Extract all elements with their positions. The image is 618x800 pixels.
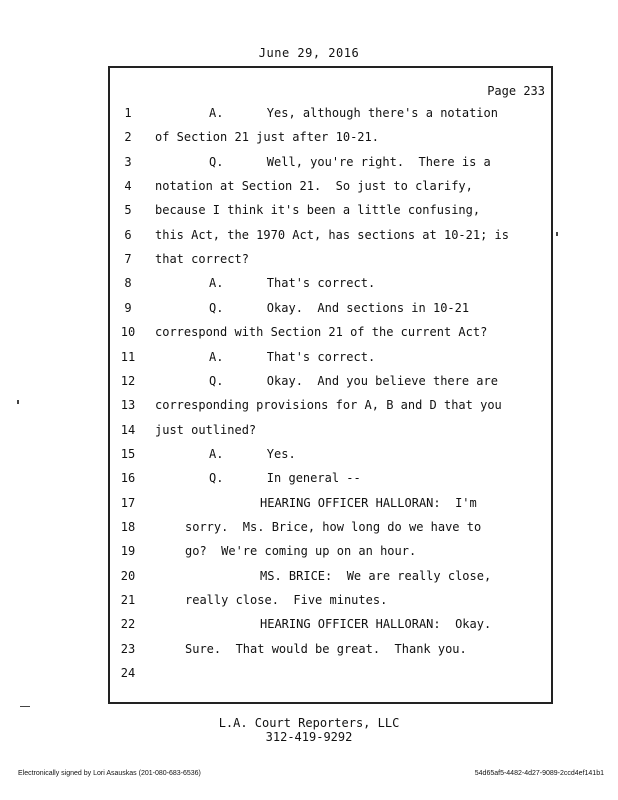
- line-text: A. That's correct.: [209, 349, 376, 364]
- transcript-line: [110, 276, 550, 300]
- transcript-date: June 29, 2016: [258, 46, 360, 60]
- line-number: 10: [120, 325, 136, 340]
- court-reporter-phone: 312-419-9292: [265, 730, 353, 744]
- line-number: 6: [124, 227, 132, 242]
- transcript-line: [110, 496, 550, 520]
- line-number: 20: [120, 568, 136, 583]
- line-text: Q. Okay. And you believe there are: [209, 373, 498, 388]
- line-text: that correct?: [155, 252, 249, 267]
- transcript-line: [110, 471, 550, 495]
- line-text: corresponding provisions for A, B and D that you: [155, 398, 502, 413]
- line-text: A. That's correct.: [209, 276, 376, 291]
- transcript-line: [110, 666, 550, 690]
- line-text: Q. Okay. And sections in 10-21: [209, 300, 470, 315]
- line-number: 19: [120, 544, 136, 559]
- transcript-line: [110, 155, 550, 179]
- line-number: 11: [120, 349, 136, 364]
- line-text: this Act, the 1970 Act, has sections at 10-21; is: [155, 227, 510, 242]
- line-number: 17: [120, 495, 136, 510]
- transcript-line: [110, 447, 550, 471]
- transcript-line: [110, 642, 550, 666]
- transcript-page-frame: [108, 66, 553, 704]
- transcript-line: [110, 106, 550, 130]
- transcript-line: [110, 569, 550, 593]
- line-text: of Section 21 just after 10-21.: [155, 130, 379, 145]
- line-text: just outlined?: [155, 422, 257, 437]
- line-number: 23: [120, 641, 136, 656]
- line-number: 18: [120, 519, 136, 534]
- line-number: 7: [124, 252, 132, 267]
- line-number: 16: [120, 471, 136, 486]
- transcript-line: [110, 617, 550, 641]
- line-number: 5: [124, 203, 132, 218]
- line-text: A. Yes.: [209, 446, 296, 461]
- line-number: 4: [124, 179, 132, 194]
- document-hash-id: 54d65af5-4482-4d27-9089-2ccd4ef141b1: [474, 770, 604, 777]
- transcript-line: [110, 544, 550, 568]
- line-text: HEARING OFFICER HALLORAN: Okay.: [260, 617, 492, 632]
- scan-speck-right: [556, 232, 558, 236]
- line-number: 1: [124, 106, 132, 120]
- transcript-line: [110, 301, 550, 325]
- transcript-line: [110, 520, 550, 544]
- line-text: go? We're coming up on an hour.: [185, 544, 417, 559]
- line-number: 13: [120, 398, 136, 413]
- line-number: 14: [120, 422, 136, 437]
- line-text: notation at Section 21. So just to clarify,: [155, 179, 473, 194]
- line-number: 12: [120, 373, 136, 388]
- line-text: really close. Five minutes.: [185, 593, 388, 607]
- line-text: HEARING OFFICER HALLORAN: I'm: [260, 495, 477, 510]
- transcript-line: [110, 374, 550, 398]
- page-number: Page 233: [487, 84, 545, 98]
- line-text: Q. In general --: [209, 471, 361, 486]
- transcript-line: [110, 130, 550, 154]
- line-text: because I think it's been a little confusing,: [155, 203, 481, 218]
- line-number: 24: [120, 666, 136, 681]
- line-text: sorry. Ms. Brice, how long do we have to: [185, 519, 482, 534]
- line-number: 15: [120, 446, 136, 461]
- transcript-line: [110, 252, 550, 276]
- line-number: 2: [124, 130, 132, 145]
- transcript-line: [110, 228, 550, 252]
- transcript-line: [110, 423, 550, 447]
- line-text: correspond with Section 21 of the current Act?: [155, 325, 488, 340]
- transcript-line: [110, 325, 550, 349]
- line-number: 3: [124, 154, 132, 169]
- transcript-line: [110, 350, 550, 374]
- transcript-line: [110, 398, 550, 422]
- scan-speck-bottom-left: [20, 706, 30, 707]
- line-number: 9: [124, 300, 132, 315]
- line-text: Q. Well, you're right. There is a: [209, 154, 491, 169]
- line-number: 8: [124, 276, 132, 291]
- line-text: MS. BRICE: We are really close,: [260, 568, 492, 583]
- transcript-line: [110, 203, 550, 227]
- transcript-line: [110, 593, 550, 617]
- line-number: 22: [120, 617, 136, 632]
- electronic-signature-note: Electronically signed by Lori Asauskas (201-080-683-6536): [18, 770, 201, 777]
- line-text: A. Yes, although there's a notation: [209, 106, 498, 120]
- line-number: 21: [120, 593, 136, 607]
- line-text: Sure. That would be great. Thank you.: [185, 641, 467, 656]
- court-reporter-name: L.A. Court Reporters, LLC: [218, 716, 400, 730]
- scan-speck-left: [17, 400, 19, 404]
- transcript-line: [110, 179, 550, 203]
